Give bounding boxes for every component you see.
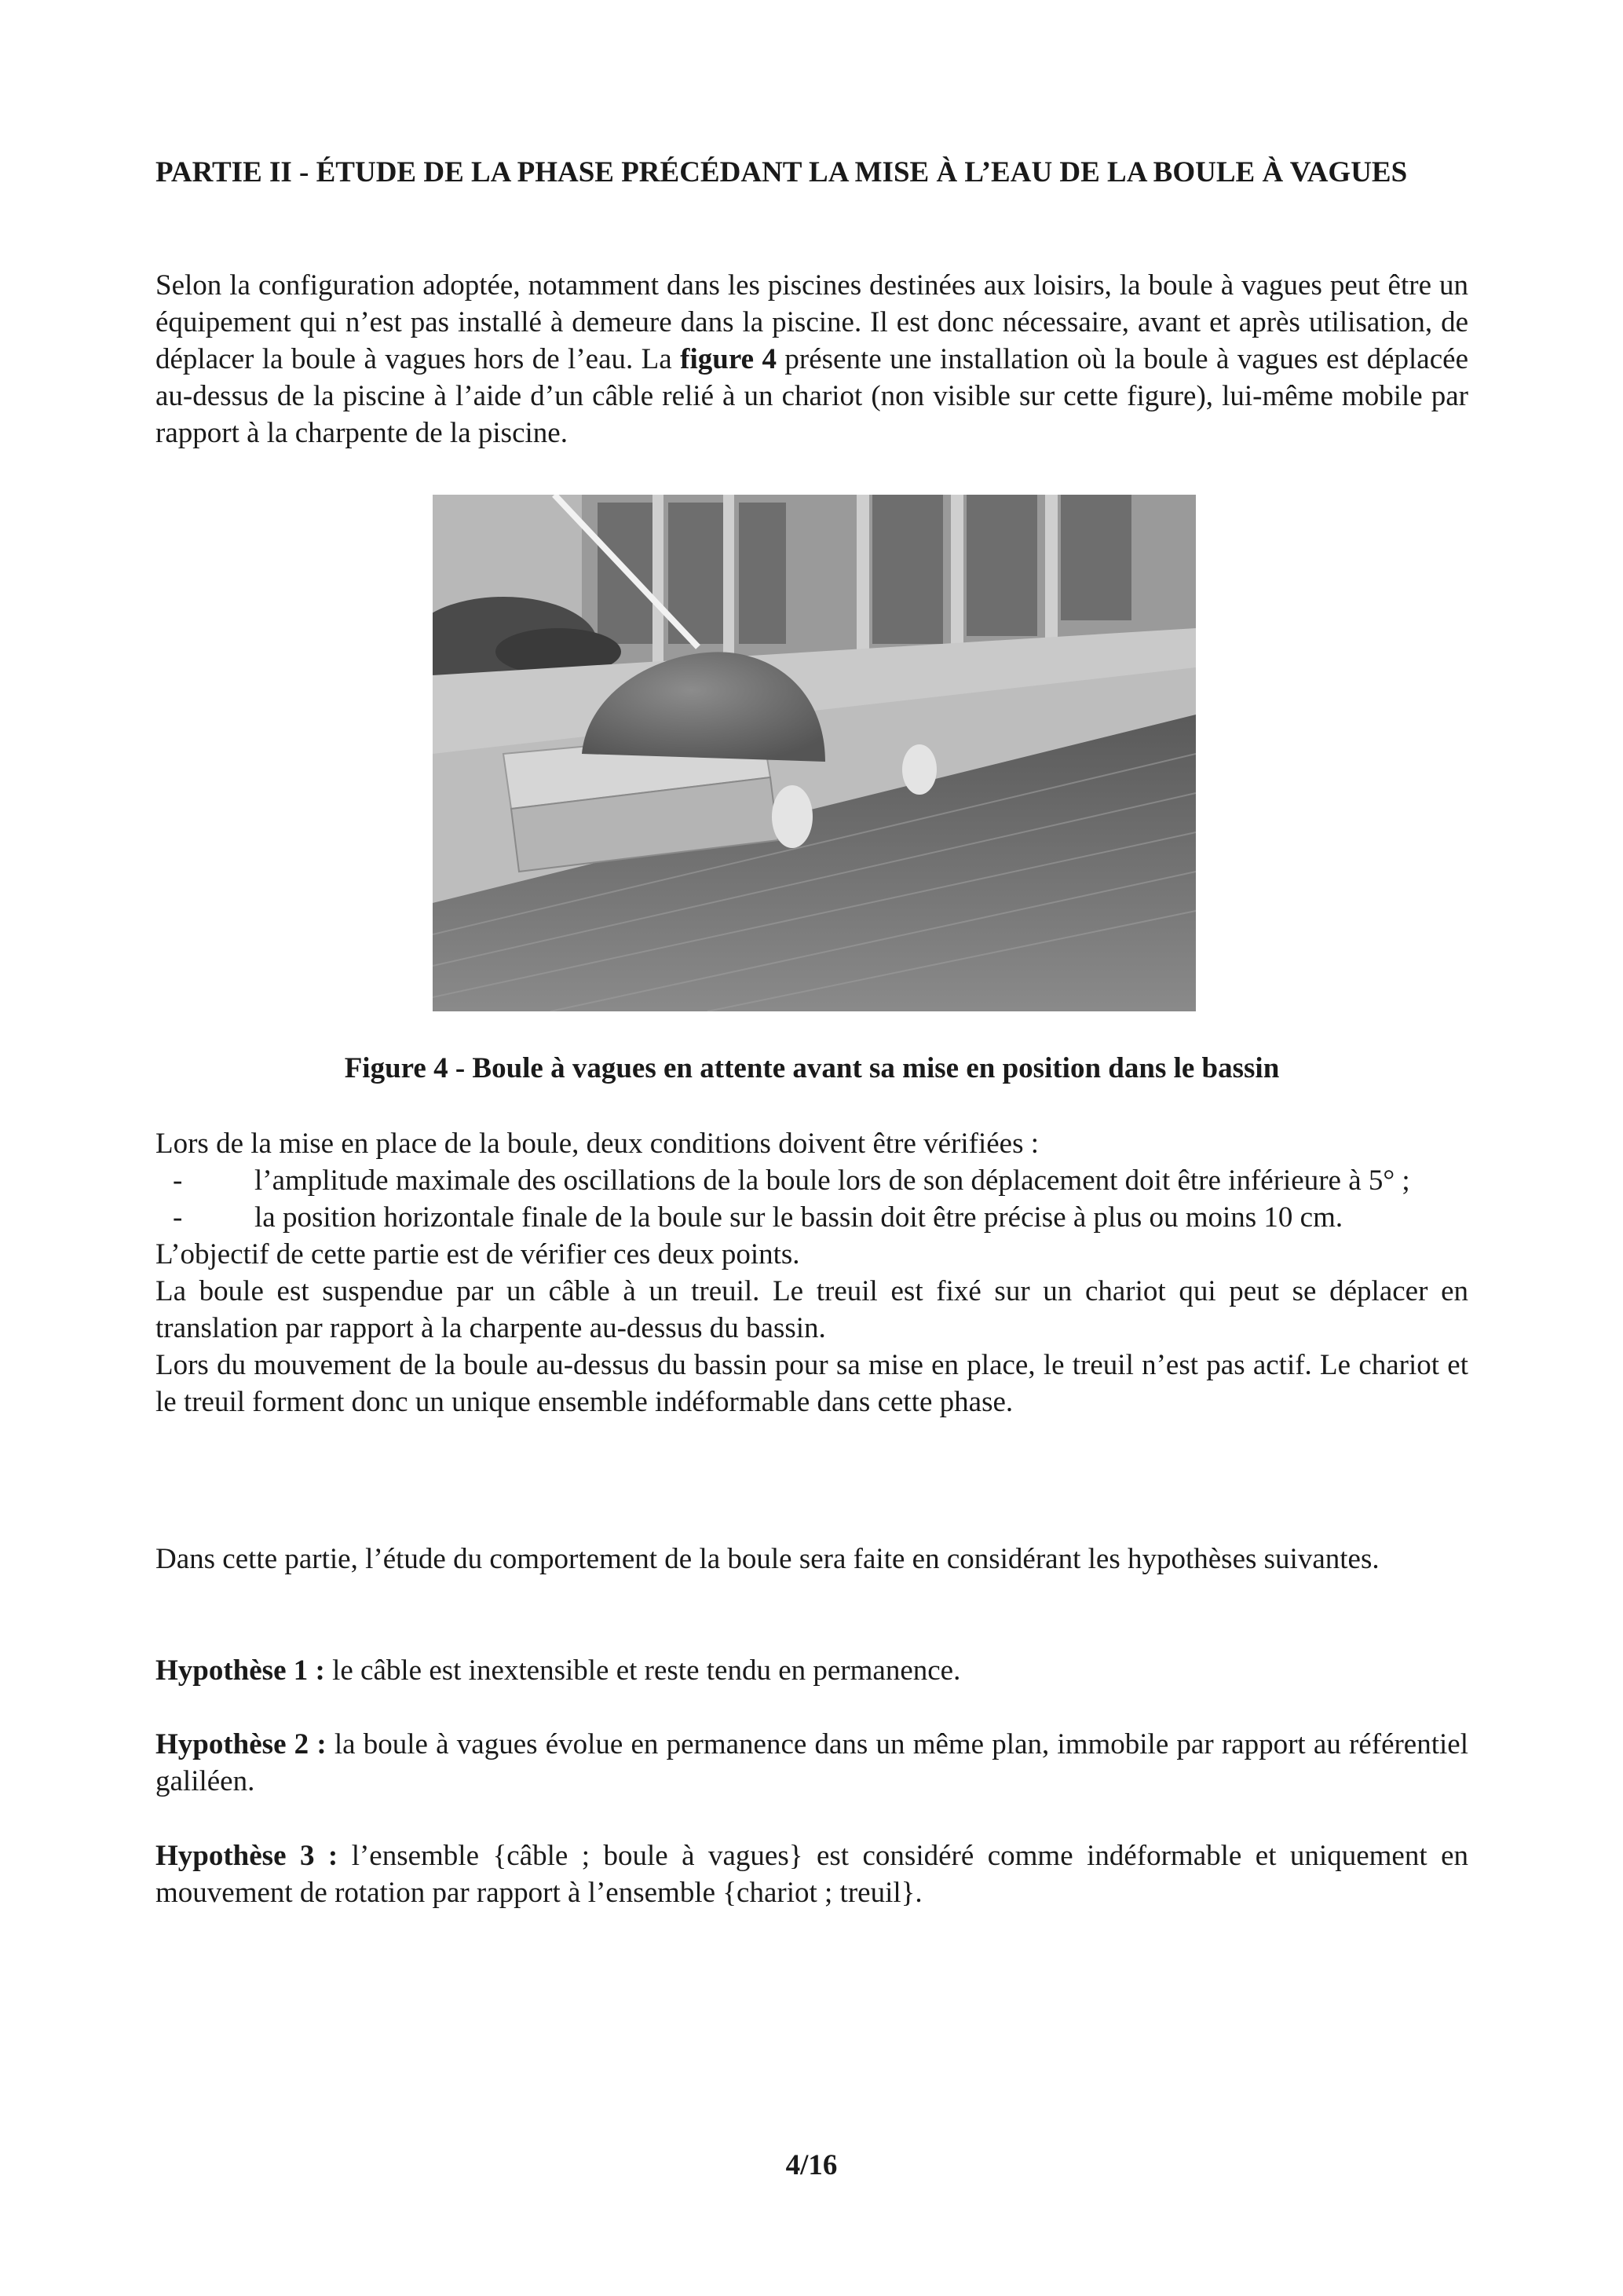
intro-text-1: Selon la configuration adoptée, notamment dans les piscines destinées aux loisirs, la boule à vagues peut être un équipement qui n’est pas installé à demeure dans la piscine. Il est donc nécessaire, avant et après utilisation, de déplacer la boule à vagues hors de l’eau. La (155, 269, 1468, 375)
intro-text-2: présente une installation où la boule à vagues est déplacée au-dessus de la piscine à l’aide d’un câble relié à un chariot (non visible sur cette figure), lui-même mobile par rapport à la charpente de la piscine. (155, 343, 1468, 449)
conditions-block (155, 1125, 1468, 1420)
section-title: PARTIE II - ÉTUDE DE LA PHASE PRÉCÉDANT LA MISE À L’EAU DE LA BOULE À VAGUES (155, 156, 1408, 188)
hypothesis-label: Hypothèse 1 : (155, 1654, 325, 1687)
condition-text: l’amplitude maximale des oscillations de la boule lors de son déplacement doit être inférieure à 5° ; (254, 1164, 1410, 1197)
hypothesis-text: la boule à vagues évolue en permanence dans un même plan, immobile par rapport au référentiel galiléen. (155, 1728, 1468, 1797)
figure-reference: figure 4 (680, 343, 777, 375)
hypothesis-label: Hypothèse 3 : (155, 1840, 338, 1872)
condition-item (155, 1162, 1468, 1199)
bullet-dash: - (173, 1164, 183, 1197)
figure-4-photo (433, 495, 1196, 1011)
page-number: 4/16 (785, 2149, 838, 2181)
hypothesis-label: Hypothèse 2 : (155, 1728, 327, 1760)
movement-paragraph: Lors du mouvement de la boule au-dessus du bassin pour sa mise en place, le treuil n’est pas actif. Le chariot et le treuil forment donc un unique ensemble indéformable dans cette phase. (155, 1349, 1468, 1418)
intro-paragraph (155, 267, 1468, 452)
condition-item (155, 1199, 1468, 1236)
hypothesis-1 (155, 1652, 1468, 1689)
conditions-list (155, 1162, 1468, 1236)
hypothesis-2 (155, 1726, 1468, 1800)
study-intro-paragraph: Dans cette partie, l’étude du comportement de la boule sera faite en considérant les hypothèses suivantes. (155, 1543, 1380, 1575)
hypothesis-3 (155, 1837, 1468, 1911)
hypothesis-text: l’ensemble {câble ; boule à vagues} est considéré comme indéformable et uniquement en mouvement de rotation par rapport à l’ensemble {chariot ; treuil}. (155, 1840, 1468, 1909)
figure-caption: Figure 4 - Boule à vagues en attente avant sa mise en position dans le bassin (344, 1052, 1280, 1084)
bullet-dash: - (173, 1201, 183, 1234)
objective-paragraph: L’objectif de cette partie est de vérifier ces deux points. (155, 1238, 800, 1270)
hypothesis-text: le câble est inextensible et reste tendu en permanence. (324, 1654, 961, 1687)
cable-paragraph: La boule est suspendue par un câble à un treuil. Le treuil est fixé sur un chariot qui peut se déplacer en translation par rapport à la charpente au-dessus du bassin. (155, 1275, 1468, 1344)
conditions-intro: Lors de la mise en place de la boule, deux conditions doivent être vérifiées : (155, 1128, 1040, 1160)
condition-text: la position horizontale finale de la boule sur le bassin doit être précise à plus ou moins 10 cm. (254, 1201, 1343, 1234)
